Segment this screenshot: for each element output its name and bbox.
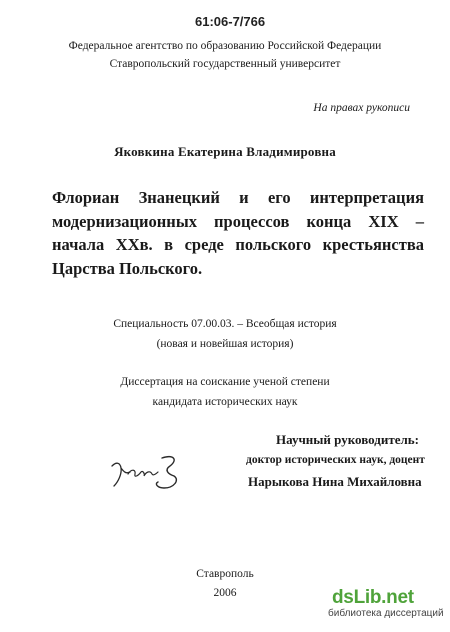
- dissertation-title: Флориан Знанецкий и его интерпретация модернизационных процессов конца XIX – начала XXв. в среде польского крестьянства Царства Польского.: [52, 188, 424, 278]
- degree-line: кандидата исторических наук: [152, 396, 298, 408]
- watermark-brand[interactable]: dsLib.net: [332, 587, 414, 608]
- dissertation-purpose: Диссертация на соискание ученой степени: [120, 376, 330, 388]
- supervisor-degree: доктор исторических наук, доцент: [246, 454, 425, 466]
- city-line: Ставрополь: [196, 568, 254, 580]
- specialty-line: Специальность 07.00.03. – Всеобщая история: [113, 318, 337, 330]
- supervisor-label: Научный руководитель:: [276, 432, 419, 447]
- specialty-subline: (новая и новейшая история): [156, 338, 294, 350]
- watermark-tagline: библиотека диссертаций: [328, 608, 444, 619]
- agency-line: Федеральное агентство по образованию Российской Федерации: [68, 40, 382, 52]
- year-line: 2006: [213, 587, 237, 599]
- author-name: Яковкина Екатерина Владимировна: [114, 144, 336, 159]
- university-line: Ставропольский государственный университет: [109, 58, 341, 70]
- handwritten-signature: [108, 452, 188, 492]
- dslib-watermark[interactable]: [328, 587, 444, 620]
- archive-code: 61:06-7/766: [195, 14, 266, 29]
- supervisor-name: Нарыкова Нина Михайловна: [248, 474, 422, 489]
- manuscript-note: На правах рукописи: [313, 102, 410, 114]
